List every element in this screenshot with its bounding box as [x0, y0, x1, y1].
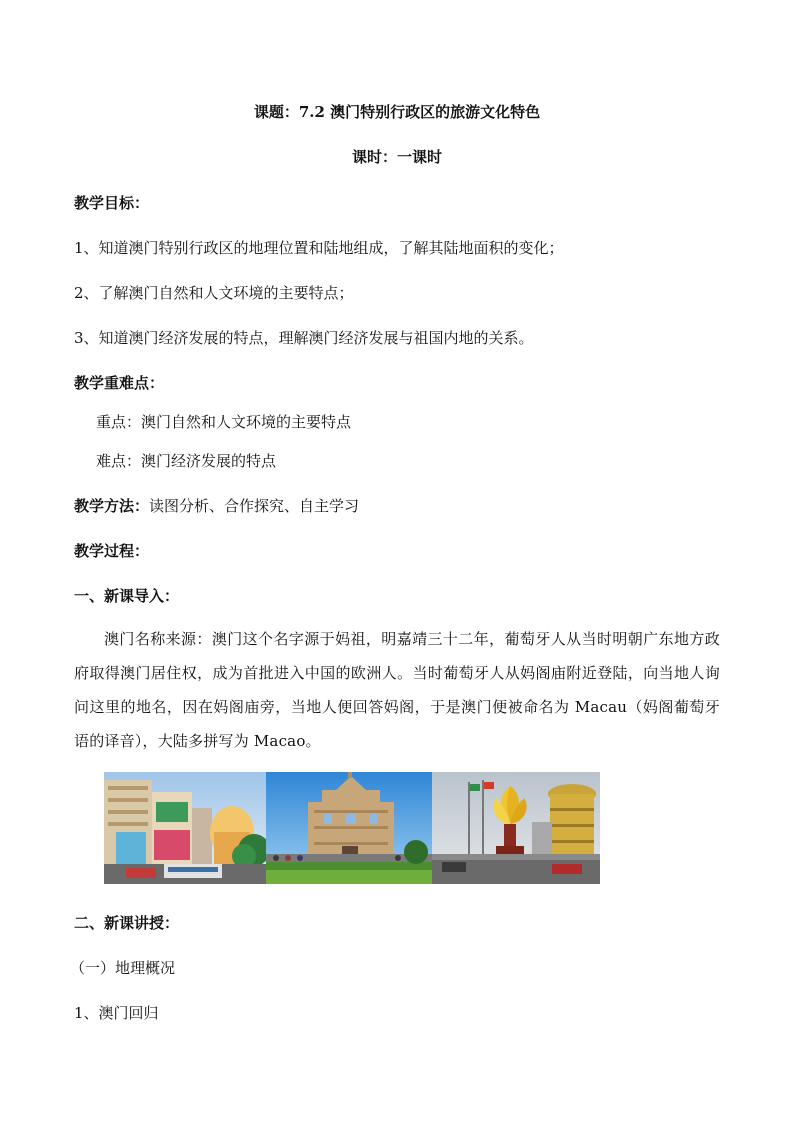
key-points-heading: 教学重难点：	[74, 374, 165, 392]
process-heading: 教学过程：	[74, 542, 150, 560]
photo-strip	[104, 772, 600, 884]
methods-text: 读图分析、合作探究、自主学习	[149, 497, 360, 515]
objective-item-3: 3、知道澳门经济发展的特点，理解澳门经济发展与祖国内地的关系。	[74, 329, 534, 347]
objective-item-2: 2、了解澳门自然和人文环境的主要特点；	[74, 284, 354, 302]
intro-paragraph: 澳门名称来源：澳门这个名字源于妈祖，明嘉靖三十二年，葡萄牙人从当时明朝广东地方政府取得澳门居住权，成为首批进入中国的欧洲人。当时葡萄牙人从妈阁庙附近登陆，向当地人询问这里的地名，因在妈阁庙旁，当地人便回答妈阁，于是澳门便被命名为 Macau（妈阁葡萄牙语的译音），大陆多拼写为 Macao。	[74, 630, 720, 750]
section2-heading: 二、新课讲授：	[74, 914, 180, 932]
key-point-difficulty: 难点：澳门经济发展的特点	[96, 452, 277, 470]
objective-item-1: 1、知道澳门特别行政区的地理位置和陆地组成，了解其陆地面积的变化；	[74, 239, 564, 257]
objectives-heading: 教学目标：	[74, 194, 150, 212]
item-macau-return: 1、澳门回归	[74, 1004, 159, 1022]
lesson-time: 课时：一课时	[351, 148, 442, 166]
page-title: 课题：7.2 澳门特别行政区的旅游文化特色	[253, 103, 541, 121]
subsection-geography: （一）地理概况	[70, 959, 176, 977]
ruins-of-st-paul-photo	[266, 772, 432, 884]
golden-lotus-square-photo	[432, 772, 600, 884]
methods-line	[74, 496, 359, 516]
key-point-focus: 重点：澳门自然和人文环境的主要特点	[96, 413, 352, 431]
methods-heading: 教学方法：	[74, 497, 150, 515]
macau-casino-street-photo	[104, 772, 266, 884]
section1-heading: 一、新课导入：	[74, 587, 180, 605]
